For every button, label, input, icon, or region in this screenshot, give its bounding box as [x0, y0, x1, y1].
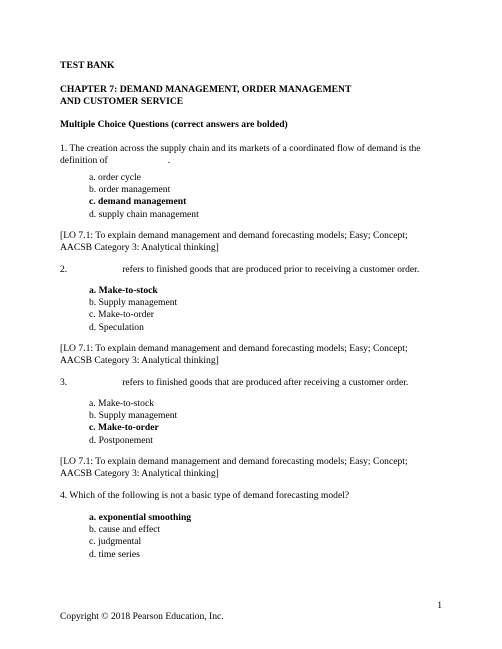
- question-2-options: [89, 285, 429, 334]
- question-3-stem: [60, 377, 445, 389]
- test-bank-heading: TEST BANK: [60, 60, 115, 71]
- section-title: Multiple Choice Questions (correct answers are bolded): [60, 119, 288, 130]
- question-3-meta-line-2: AACSB Category 3: Analytical thinking]: [60, 468, 219, 479]
- question-3-meta-line-1: [LO 7.1: To explain demand management and demand forecasting models; Easy; Concept;: [60, 456, 408, 467]
- question-1-meta-line-1: [LO 7.1: To explain demand management and demand forecasting models; Easy; Concept;: [60, 230, 408, 241]
- option-a: a. order cycle: [89, 172, 141, 183]
- question-2-meta-line-1: [LO 7.1: To explain demand management and demand forecasting models; Easy; Concept;: [60, 343, 408, 354]
- chapter-title-line-1: CHAPTER 7: DEMAND MANAGEMENT, ORDER MANAGEMENT: [60, 84, 352, 95]
- question-3-options: [89, 398, 429, 447]
- option-d: d. supply chain management: [89, 208, 199, 220]
- copyright-footer: Copyright © 2018 Pearson Education, Inc.: [60, 611, 224, 622]
- question-1-options: [89, 172, 429, 221]
- question-2-stem: [60, 264, 445, 276]
- question-1-stem-pre: definition of: [60, 155, 108, 166]
- option-c-correct: c. demand management: [89, 196, 187, 208]
- option-c-correct: c. Make-to-order: [89, 422, 159, 434]
- question-1-meta-line-2: AACSB Category 3: Analytical thinking]: [60, 242, 219, 253]
- question-2-meta-line-2: AACSB Category 3: Analytical thinking]: [60, 355, 219, 366]
- option-b: b. Supply management: [89, 297, 178, 309]
- option-b: b. Supply management: [89, 410, 178, 422]
- option-b: b. order management: [89, 184, 171, 196]
- question-3-number: 3.: [60, 377, 68, 388]
- chapter-title-line-2: AND CUSTOMER SERVICE: [60, 96, 184, 107]
- option-c: c. judgmental: [89, 536, 142, 548]
- option-b: b. cause and effect: [89, 524, 161, 536]
- option-a: a. Make-to-stock: [89, 398, 155, 409]
- option-a-correct: a. Make-to-stock: [89, 285, 158, 296]
- option-d: d. Speculation: [89, 321, 144, 333]
- page-number: 1: [437, 600, 442, 611]
- question-1-stem-line-1: 1. The creation across the supply chain and its markets of a coordinated flow of demand is the: [60, 143, 421, 154]
- question-4-stem: 4. Which of the following is not a basic type of demand forecasting model?: [60, 490, 350, 501]
- question-1-stem-line-2: [60, 155, 445, 167]
- option-d: d. time series: [89, 548, 140, 560]
- question-2-stem-text: refers to finished goods that are produced prior to receiving a customer order.: [122, 264, 420, 275]
- option-d: d. Postponement: [89, 434, 153, 446]
- option-c: c. Make-to-order: [89, 309, 154, 321]
- option-a-correct: a. exponential smoothing: [89, 512, 192, 523]
- question-4-options: [89, 512, 429, 561]
- question-2-number: 2.: [60, 264, 68, 275]
- question-3-stem-text: refers to finished goods that are produced after receiving a customer order.: [122, 377, 409, 388]
- question-1-stem-post: .: [167, 155, 171, 166]
